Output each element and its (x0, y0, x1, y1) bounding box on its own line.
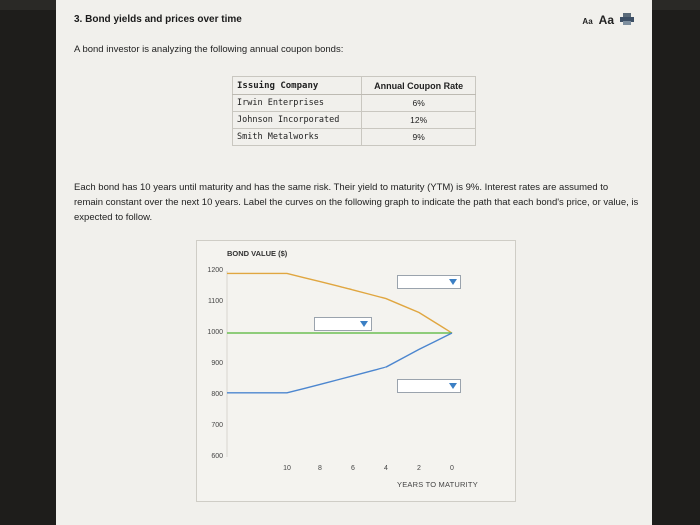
rate-cell: 9% (362, 129, 476, 146)
print-icon[interactable] (620, 13, 634, 25)
rate-cell: 12% (362, 112, 476, 129)
company-cell: Irwin Enterprises (233, 95, 362, 112)
x-tick-label: 10 (283, 465, 291, 472)
bond-table (232, 76, 476, 146)
chevron-down-icon (360, 321, 368, 327)
company-cell: Johnson Incorporated (233, 112, 362, 129)
y-tick-label: 1200 (207, 267, 223, 274)
x-axis-label: YEARS TO MATURITY (397, 480, 478, 489)
table-row (233, 95, 476, 112)
chevron-down-icon (449, 279, 457, 285)
y-tick-label: 600 (211, 453, 223, 460)
curve-label-dropdown-top[interactable] (397, 275, 461, 289)
x-tick-label: 6 (351, 465, 355, 472)
header-company: Issuing Company (233, 77, 362, 95)
y-tick-label: 700 (211, 422, 223, 429)
decrease-font-button[interactable]: Aa (582, 17, 593, 26)
y-tick-label: 900 (211, 360, 223, 367)
instructions-paragraph: Each bond has 10 years until maturity and has the same risk. Their yield to maturity (YTM) is 9%. Interest rates are assumed to remain constant over the next 10 years. Label the curves on the following graph to indicate the path that each bond's price, or value, is expected to follow. (74, 182, 639, 223)
curve-label-dropdown-bottom[interactable] (397, 379, 461, 393)
curve-label-dropdown-middle[interactable] (314, 317, 372, 331)
y-tick-label: 1100 (207, 298, 223, 305)
table-header-row (233, 77, 476, 95)
table-row (233, 129, 476, 146)
chevron-down-icon (449, 383, 457, 389)
x-tick-label: 4 (384, 465, 388, 472)
intro-text: A bond investor is analyzing the following annual coupon bonds: (74, 44, 344, 55)
y-tick-label: 800 (211, 391, 223, 398)
y-axis-label: BOND VALUE ($) (227, 249, 288, 258)
font-tools (582, 12, 634, 27)
rate-cell: 6% (362, 95, 476, 112)
y-tick-label: 1000 (207, 329, 223, 336)
company-cell: Smith Metalworks (233, 129, 362, 146)
x-tick-label: 2 (417, 465, 421, 472)
bond-value-graph (196, 240, 516, 502)
chart-plot-area (197, 241, 515, 501)
table-row (233, 112, 476, 129)
x-tick-label: 8 (318, 465, 322, 472)
x-tick-label: 0 (450, 465, 454, 472)
header-rate: Annual Coupon Rate (362, 77, 476, 95)
question-title: 3. Bond yields and prices over time (74, 14, 242, 25)
increase-font-button[interactable]: Aa (598, 13, 614, 27)
question-page (56, 0, 652, 525)
